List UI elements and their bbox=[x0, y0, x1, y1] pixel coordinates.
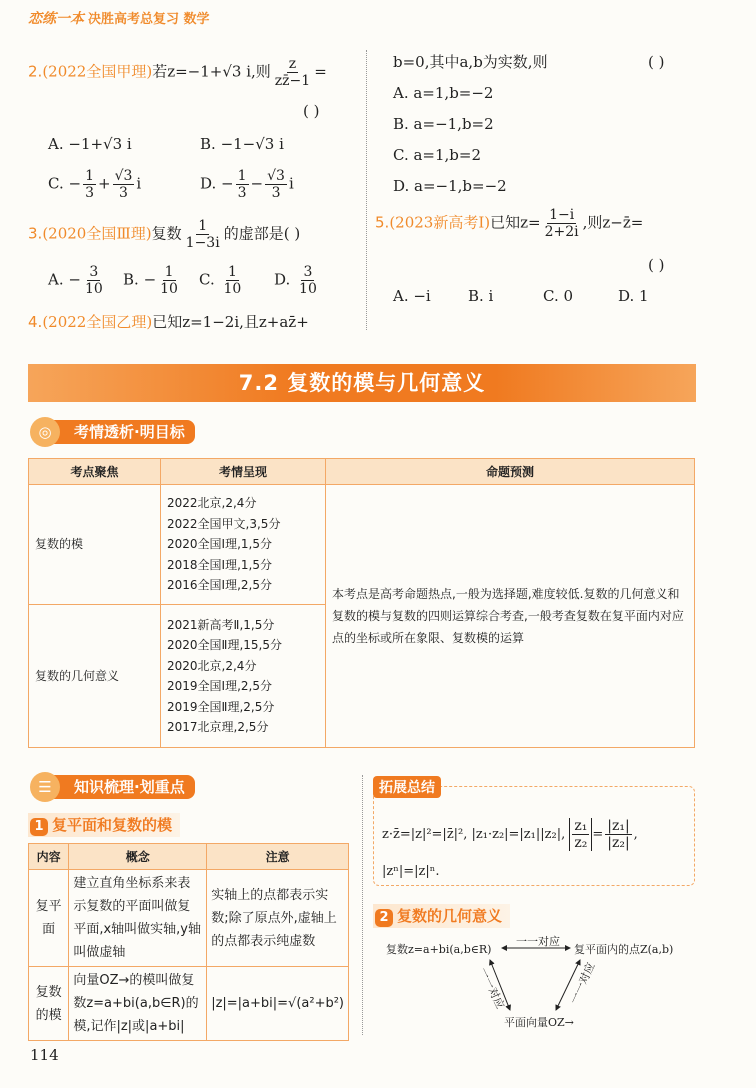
option-text: −1−√3 i bbox=[220, 135, 284, 153]
option-text: − bbox=[143, 270, 157, 289]
topic-cell: 复数的几何意义 bbox=[29, 605, 161, 748]
record-item: 2020全国Ⅱ理,15,5分 bbox=[167, 638, 282, 652]
record-item: 2020全国Ⅰ理,1,5分 bbox=[167, 537, 272, 552]
denominator: 10 bbox=[299, 281, 317, 298]
node-complex-number: 复数z=a+bi(a,b∈R) bbox=[386, 943, 492, 956]
record-item: 2016全国Ⅰ理,2,5分 bbox=[167, 578, 272, 593]
formula-text: z·z̄=|z|²=|z̄|², |z₁·z₂|=|z₁||z₂|, bbox=[382, 827, 566, 843]
option-a: A. −i bbox=[393, 287, 431, 305]
record-item: 2018全国Ⅰ理,1,5分 bbox=[167, 557, 272, 572]
question-stem: 若z=−1+√3 i,则 bbox=[152, 62, 271, 81]
node-plane-point: 复平面内的点Z(a,b) bbox=[574, 943, 674, 956]
numerator: 1 bbox=[198, 218, 208, 234]
question-number: 5. bbox=[375, 213, 390, 232]
numerator: 1 bbox=[85, 168, 94, 184]
option-text: − bbox=[68, 270, 81, 289]
column-header: 考点聚焦 bbox=[29, 459, 161, 485]
option-label: B. bbox=[200, 135, 221, 153]
numerator: 3 bbox=[89, 264, 99, 280]
denominator: 2+2i bbox=[544, 224, 579, 241]
number-badge: 1 bbox=[30, 818, 48, 836]
knowledge-heading: 知识梳理·划重点 bbox=[40, 775, 195, 799]
numerator: |z₁| bbox=[607, 818, 630, 834]
concept-cell: 建立直角坐标系来表示复数的平面叫做复平面,x轴叫做实轴,y轴叫做虚轴 bbox=[69, 870, 207, 967]
logo: 恋练一本 bbox=[28, 11, 84, 27]
column-header: 考情呈现 bbox=[161, 459, 326, 485]
option-text: − bbox=[221, 174, 234, 193]
option-label: C. bbox=[199, 270, 220, 289]
arrow-right bbox=[556, 960, 580, 1010]
answer-bracket: ( ) bbox=[648, 53, 665, 71]
table-row bbox=[29, 485, 695, 605]
question-3 bbox=[28, 218, 300, 251]
denominator: zz̄−1 bbox=[274, 73, 311, 90]
option-b: B. i bbox=[468, 287, 494, 305]
record-item: 2017北京理,2,5分 bbox=[167, 720, 269, 734]
fraction bbox=[158, 264, 180, 297]
question-stem: 复数 bbox=[151, 224, 182, 243]
numerator: 3 bbox=[303, 264, 313, 280]
numerator: 1−i bbox=[549, 207, 575, 223]
option-text: i bbox=[288, 174, 294, 193]
fraction bbox=[605, 818, 631, 851]
denominator: z₂ bbox=[574, 835, 588, 852]
denominator: 10 bbox=[160, 281, 178, 298]
table-row bbox=[29, 967, 349, 1041]
exam-analysis-table bbox=[28, 458, 695, 748]
note-cell: |z|=|a+bi|=√(a²+b²) bbox=[207, 967, 349, 1041]
content-cell: 复数的模 bbox=[29, 967, 69, 1041]
denominator: 3 bbox=[85, 185, 94, 202]
option-c bbox=[48, 168, 141, 201]
option-d bbox=[200, 168, 294, 201]
question-source: (2023新高考Ⅰ) bbox=[389, 213, 491, 232]
option-label: A. bbox=[48, 270, 69, 289]
question-source: (2022全国乙理) bbox=[42, 313, 153, 331]
note-cell: 实轴上的点都表示实数;除了原点外,虚轴上的点都表示纯虚数 bbox=[207, 870, 349, 967]
option-label: B. bbox=[123, 270, 144, 289]
question-4 bbox=[28, 313, 309, 331]
column-header: 概念 bbox=[69, 844, 207, 870]
correspondence-arrows bbox=[360, 930, 700, 1030]
exam-analysis-heading: 考情透析·明目标 bbox=[40, 420, 195, 444]
question-number: 4. bbox=[28, 313, 43, 331]
question-number: 3. bbox=[28, 224, 43, 243]
fraction bbox=[273, 56, 312, 89]
option-text: −1+√3 i bbox=[68, 135, 132, 153]
number-badge: 2 bbox=[375, 909, 393, 927]
question-tail: 的虚部是( ) bbox=[223, 224, 301, 243]
option-a bbox=[48, 264, 107, 297]
extension-tag: 拓展总结 bbox=[373, 776, 441, 798]
numerator: 1 bbox=[237, 168, 247, 184]
fraction bbox=[543, 207, 581, 240]
table-row bbox=[29, 870, 349, 967]
question-stem: 已知z=1−2i,且z+az̄+ bbox=[152, 313, 309, 331]
numerator: z₁ bbox=[574, 818, 588, 834]
subheading-text: 复平面和复数的模 bbox=[52, 816, 173, 834]
fraction bbox=[265, 168, 287, 201]
subheading-text: 复数的几何意义 bbox=[397, 907, 503, 925]
concept-cell: 向量OZ→的模叫做复数z=a+bi(a,b∈R)的模,记作|z|或|a+bi| bbox=[69, 967, 207, 1041]
record-item: 2019全国Ⅱ理,2,5分 bbox=[167, 699, 275, 714]
content-cell: 复平面 bbox=[29, 870, 69, 967]
extension-formula-2: |zⁿ|=|z|ⁿ. bbox=[382, 864, 440, 879]
extension-formula-1: z·z̄=|z|²=|z̄|², |z₁·z₂|=|z₁||z₂|, $\frac{\text{z₁}}{\text{z₂}}$ = $\frac{\text{|z₁|}}{\text{|z₂|}}$ , bbox=[382, 818, 638, 852]
page-number: 114 bbox=[30, 1046, 59, 1064]
records-cell bbox=[161, 485, 326, 605]
option-text: − bbox=[250, 174, 264, 193]
topic-cell: 复数的模 bbox=[29, 485, 161, 605]
column-header: 命题预测 bbox=[326, 459, 695, 485]
edge-label-left: 一一对应 bbox=[476, 965, 507, 1011]
option-d: D. 1 bbox=[618, 287, 649, 305]
fraction bbox=[221, 264, 243, 297]
option-text: − bbox=[68, 174, 82, 193]
numerator: z bbox=[288, 56, 297, 72]
subheading-1 bbox=[28, 813, 180, 837]
option-c: C. 0 bbox=[543, 287, 574, 305]
edge-label-top: 一一对应 bbox=[516, 935, 560, 948]
fraction bbox=[184, 218, 222, 251]
question-tail: = bbox=[314, 62, 327, 81]
denominator: 10 bbox=[223, 281, 242, 298]
question-4-continued: b=0,其中a,b为实数,则 bbox=[393, 53, 548, 71]
option-label: D. bbox=[274, 270, 296, 289]
option-d bbox=[274, 264, 321, 297]
node-plane-vector: 平面向量OZ→ bbox=[504, 1016, 574, 1029]
denominator: 3 bbox=[237, 185, 247, 202]
record-item: 2019全国Ⅰ理,2,5分 bbox=[167, 679, 272, 693]
denominator: 10 bbox=[84, 281, 103, 298]
fraction bbox=[113, 168, 135, 201]
question-source: (2020全国Ⅲ理) bbox=[42, 224, 152, 243]
option-b: B. a=−1,b=2 bbox=[393, 115, 494, 133]
record-item: 2021新高考Ⅱ,1,5分 bbox=[167, 617, 275, 632]
answer-bracket: ( ) bbox=[648, 256, 665, 274]
subheading-2 bbox=[373, 904, 510, 928]
option-label: A. bbox=[48, 135, 69, 153]
denominator: 3 bbox=[271, 185, 281, 202]
question-stem: 已知z= bbox=[490, 213, 541, 232]
header-title: 决胜高考总复习 数学 bbox=[88, 12, 210, 27]
option-label: D. bbox=[200, 174, 222, 193]
list-icon: ☰ bbox=[30, 772, 60, 802]
option-label: C. bbox=[48, 174, 69, 193]
column-header: 注意 bbox=[207, 844, 349, 870]
option-text: + bbox=[97, 174, 111, 193]
question-5 bbox=[375, 207, 643, 240]
fraction bbox=[297, 264, 319, 297]
record-item: 2020北京,2,4分 bbox=[167, 658, 257, 673]
fraction bbox=[83, 168, 96, 201]
arrow-left bbox=[490, 960, 510, 1010]
running-header bbox=[28, 8, 210, 28]
numerator: 1 bbox=[164, 264, 174, 280]
option-c: C. a=1,b=2 bbox=[393, 146, 482, 164]
question-tail: ,则z−z̄= bbox=[582, 213, 644, 232]
question-source: (2022全国甲理) bbox=[42, 62, 153, 81]
denominator: 3 bbox=[119, 185, 128, 202]
option-a bbox=[48, 135, 132, 153]
option-text: i bbox=[136, 174, 142, 193]
numerator: √3 bbox=[267, 168, 285, 184]
column-header: 内容 bbox=[29, 844, 69, 870]
knowledge-table bbox=[28, 843, 349, 1041]
prediction-cell: 本考点是高考命题热点,一般为选择题,难度较低.复数的几何意义和复数的模与复数的四则运算综合考查,一般考查复数在复平面内对应点的坐标或所在象限、复数模的运算 bbox=[326, 485, 695, 748]
column-divider bbox=[366, 50, 367, 330]
numerator: 1 bbox=[227, 264, 237, 280]
answer-bracket: ( ) bbox=[303, 102, 320, 120]
option-a: A. a=1,b=−2 bbox=[393, 84, 494, 102]
denominator: |z₂| bbox=[607, 835, 630, 852]
fraction bbox=[236, 168, 249, 201]
option-d: D. a=−1,b=−2 bbox=[393, 177, 507, 195]
fraction bbox=[83, 264, 105, 297]
target-icon: ◎ bbox=[30, 417, 60, 447]
numerator: √3 bbox=[114, 168, 133, 184]
denominator: 1−3i bbox=[185, 235, 220, 252]
option-b bbox=[123, 264, 182, 297]
section-title: 7.2 复数的模与几何意义 bbox=[28, 364, 696, 402]
record-item: 2022全国甲文,3,5分 bbox=[167, 516, 281, 531]
fraction bbox=[572, 818, 589, 851]
question-number: 2. bbox=[28, 62, 43, 81]
record-item: 2022北京,2,4分 bbox=[167, 496, 257, 511]
question-2 bbox=[28, 56, 327, 89]
option-c bbox=[199, 264, 245, 297]
option-b bbox=[200, 135, 284, 153]
edge-label-right: 一一对应 bbox=[567, 960, 598, 1006]
records-cell bbox=[161, 605, 326, 748]
